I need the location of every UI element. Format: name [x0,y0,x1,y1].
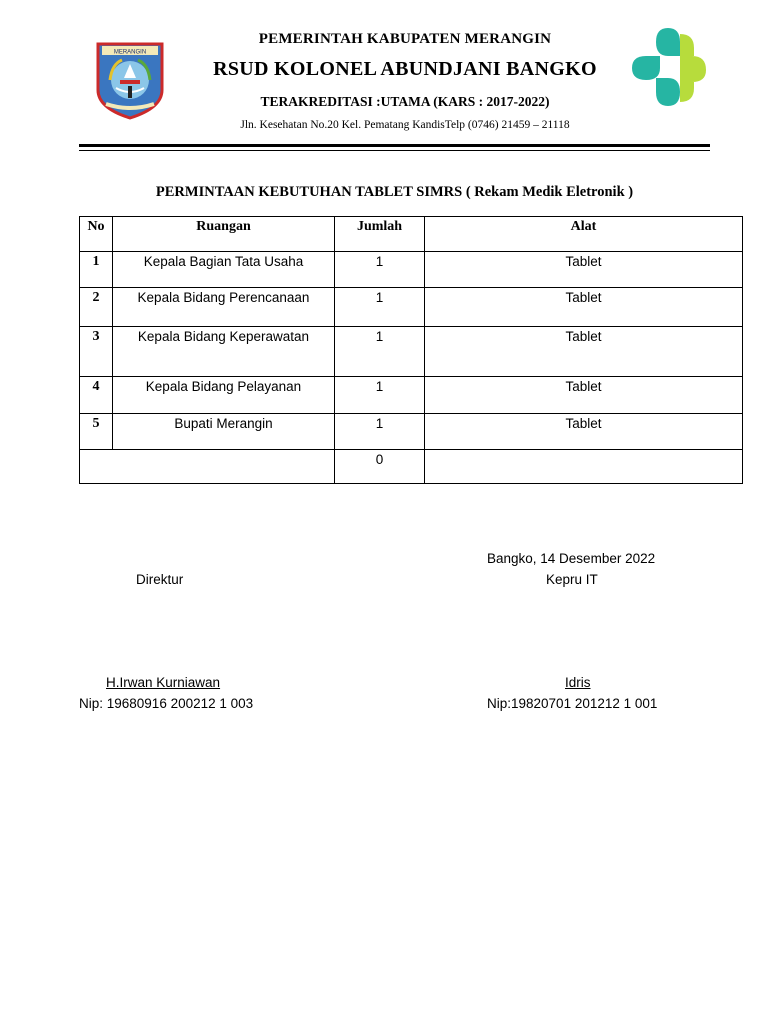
header-room: Ruangan [113,217,335,252]
row-room: Kepala Bidang Perencanaan [113,288,335,327]
row-no: 5 [80,414,113,450]
government-name: PEMERINTAH KABUPATEN MERANGIN [258,31,552,47]
header-item: Alat [425,217,743,252]
place-date: Bangko, 14 Desember 2022 [487,551,656,566]
row-room: Kepala Bagian Tata Usaha [113,252,335,288]
row-item: Tablet [425,377,743,414]
row-qty: 1 [335,327,425,377]
signer-right-role: Kepru IT [546,572,598,587]
header-qty: Jumlah [335,217,425,252]
signer-left-role: Direktur [136,572,184,587]
request-table [79,216,743,484]
row-item: Tablet [425,252,743,288]
signer-left-name: H.Irwan Kurniawan [106,675,221,690]
row-no: 1 [80,252,113,288]
row-item: Tablet [425,327,743,377]
row-item: Tablet [425,414,743,450]
table-row [80,288,743,327]
row-qty: 1 [335,377,425,414]
row-qty: 1 [335,414,425,450]
signer-right-name: Idris [565,675,591,690]
signer-left-nip: Nip: 19680916 200212 1 003 [79,696,254,711]
signer-right-nip: Nip:19820701 201212 1 001 [487,696,658,711]
row-no: 2 [80,288,113,327]
row-room: Kepala Bidang Keperawatan [113,327,335,377]
total-qty: 0 [335,450,425,484]
letterhead-divider-thick [79,144,710,147]
row-room: Bupati Merangin [113,414,335,450]
row-qty: 1 [335,252,425,288]
merangin-regency-crest-icon [94,40,166,120]
table-row [80,327,743,377]
row-qty: 1 [335,288,425,327]
row-room: Kepala Bidang Pelayanan [113,377,335,414]
letterhead-divider-thin [79,150,710,151]
table-header-row [80,217,743,252]
total-empty-cell [425,450,743,484]
crest-lettering: MERANGIN [113,49,147,56]
row-item: Tablet [425,288,743,327]
table-row [80,377,743,414]
header-no: No [80,217,113,252]
table-row [80,414,743,450]
document-title: PERMINTAAN KEBUTUHAN TABLET SIMRS ( Rekam Medik Eletronik ) [155,184,634,200]
row-no: 4 [80,377,113,414]
row-no: 3 [80,327,113,377]
address-line: Jln. Kesehatan No.20 Kel. Pematang KandisTelp (0746) 21459 – 21118 [240,119,570,131]
accreditation-line: TERAKREDITASI :UTAMA (KARS : 2017-2022) [260,94,550,109]
hospital-name: RSUD KOLONEL ABUNDJANI BANGKO [213,58,597,80]
table-total-row [80,450,743,484]
total-label-cell [80,450,335,484]
table-row [80,252,743,288]
